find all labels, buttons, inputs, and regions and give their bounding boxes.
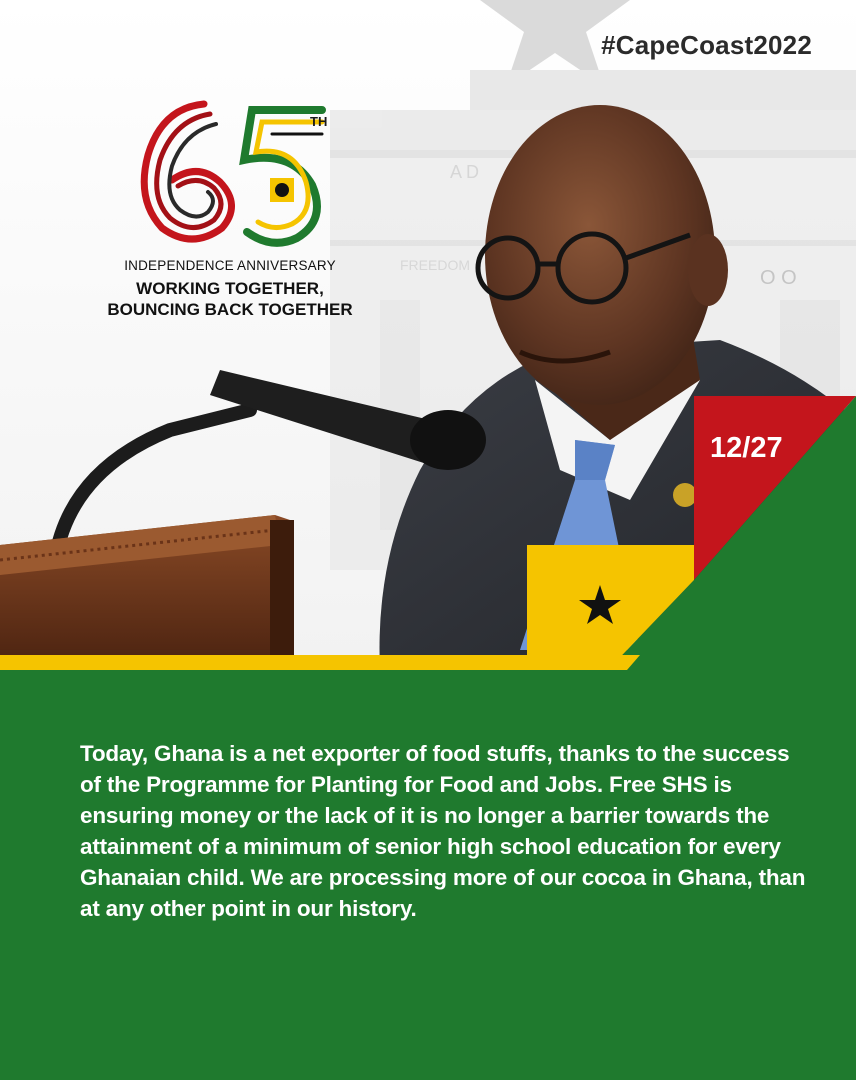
svg-text:FREEDOM: FREEDOM	[400, 257, 470, 273]
slogan-line-2: BOUNCING BACK TOGETHER	[107, 300, 353, 319]
anniversary-slogan	[80, 278, 380, 320]
sixty-five-emblem	[122, 100, 342, 250]
svg-text:A D: A D	[450, 162, 480, 182]
svg-text:O O: O O	[760, 267, 797, 289]
anniversary-suffix: TH	[310, 114, 328, 129]
hashtag: #CapeCoast2022	[601, 30, 812, 60]
anniversary-logo	[80, 100, 380, 330]
slide-counter: 12/27	[710, 432, 783, 464]
slogan-line-1: WORKING TOGETHER,	[136, 279, 324, 298]
quote-text: Today, Ghana is a net exporter of food stuffs, thanks to the success of the Programme for Planting for Food and Jobs. Free SHS is ensuring money or the lack of it is no longer a barrier towards the attainment of a minimum of senior high school education for every Ghanaian child. We are processing more of our cocoa in Ghana, than at any other point in our history.	[80, 741, 806, 921]
anniversary-subtitle: INDEPENDENCE ANNIVERSARY	[124, 258, 336, 273]
flag-gold-stripe	[0, 655, 640, 670]
